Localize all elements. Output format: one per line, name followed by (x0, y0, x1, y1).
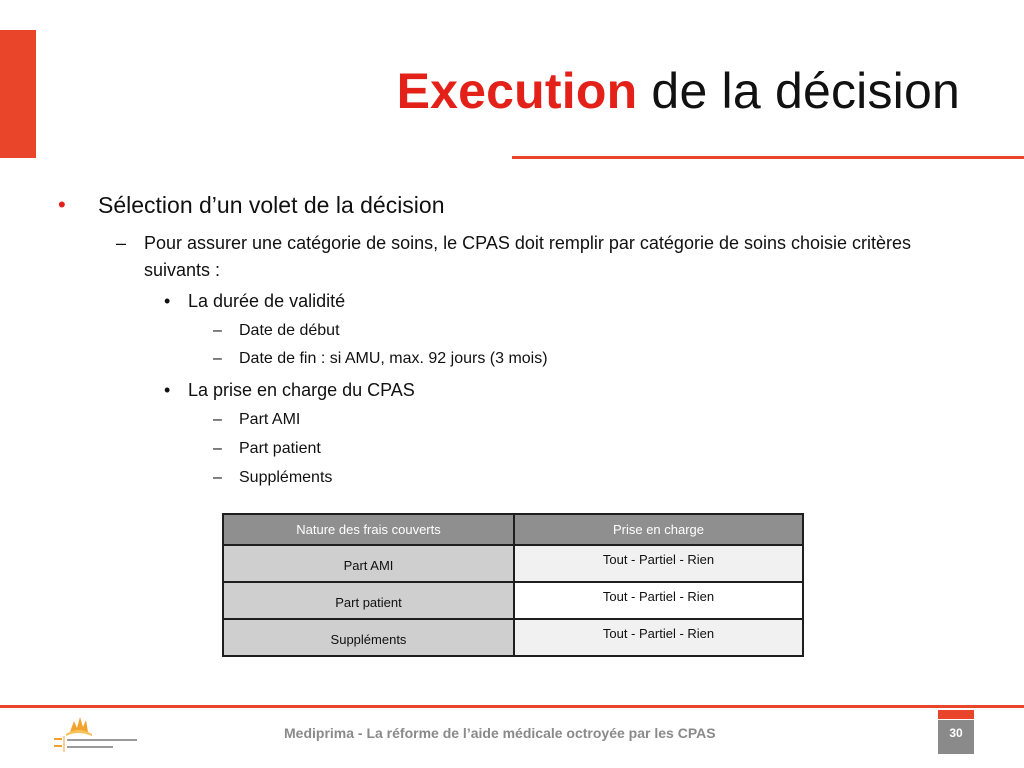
header-prise-en-charge: Prise en charge (514, 514, 803, 545)
header-nature: Nature des frais couverts (223, 514, 514, 545)
footer-rule (0, 705, 1024, 708)
bullet-marker: • (164, 291, 171, 311)
footer-caption: Mediprima - La réforme de l’aide médicale octroyée par les CPAS (284, 725, 716, 741)
dash-marker: – (213, 350, 222, 367)
bullet-selection-volet (58, 192, 445, 219)
item-part-patient (213, 440, 321, 458)
dash-marker: – (213, 469, 222, 486)
slide-title (397, 62, 960, 120)
item-text: Date de fin : si AMU, max. 92 jours (3 mois) (239, 350, 548, 367)
dash-marker: – (213, 411, 222, 428)
item-text: Part patient (239, 440, 321, 457)
page-number: 30 (938, 720, 974, 754)
cell-nature: Part AMI (223, 545, 514, 582)
accent-bar (0, 30, 36, 158)
bullet-prise-en-charge (164, 380, 415, 401)
cell-prise-en-charge: Tout - Partiel - Rien (514, 582, 803, 619)
table-row (223, 582, 803, 619)
table-header-row (223, 514, 803, 545)
item-text: Date de début (239, 322, 340, 339)
title-highlight: Execution (396, 63, 638, 119)
item-text: Suppléments (239, 469, 333, 486)
title-rest: de la décision (637, 63, 960, 119)
pps-logo-icon (52, 712, 142, 756)
bullet-marker: • (164, 380, 171, 400)
bullet-text: Sélection d’un volet de la décision (98, 192, 445, 218)
bullet-text: La prise en charge du CPAS (188, 380, 415, 400)
cell-nature: Suppléments (223, 619, 514, 656)
cell-nature: Part patient (223, 582, 514, 619)
item-date-fin (213, 350, 548, 368)
item-part-ami (213, 411, 301, 429)
sub-bullet-text: Pour assurer une catégorie de soins, le CPAS doit remplir par catégorie de soins choisie critères suivants : (144, 233, 912, 280)
dash-marker: – (213, 322, 222, 339)
coverage-table (222, 513, 804, 657)
page-number-accent (938, 710, 974, 719)
dash-marker: – (213, 440, 222, 457)
item-text: Part AMI (239, 411, 301, 428)
bullet-duree-validite (164, 291, 346, 312)
bullet-text: La durée de validité (188, 291, 346, 311)
dash-marker: – (116, 233, 127, 253)
table-row (223, 545, 803, 582)
title-underline (512, 156, 1024, 159)
item-date-debut (213, 322, 340, 340)
cell-prise-en-charge: Tout - Partiel - Rien (514, 545, 803, 582)
sub-bullet-categorie (116, 230, 964, 284)
item-supplements (213, 469, 333, 487)
cell-prise-en-charge: Tout - Partiel - Rien (514, 619, 803, 656)
bullet-marker: • (58, 192, 66, 217)
table-row (223, 619, 803, 656)
